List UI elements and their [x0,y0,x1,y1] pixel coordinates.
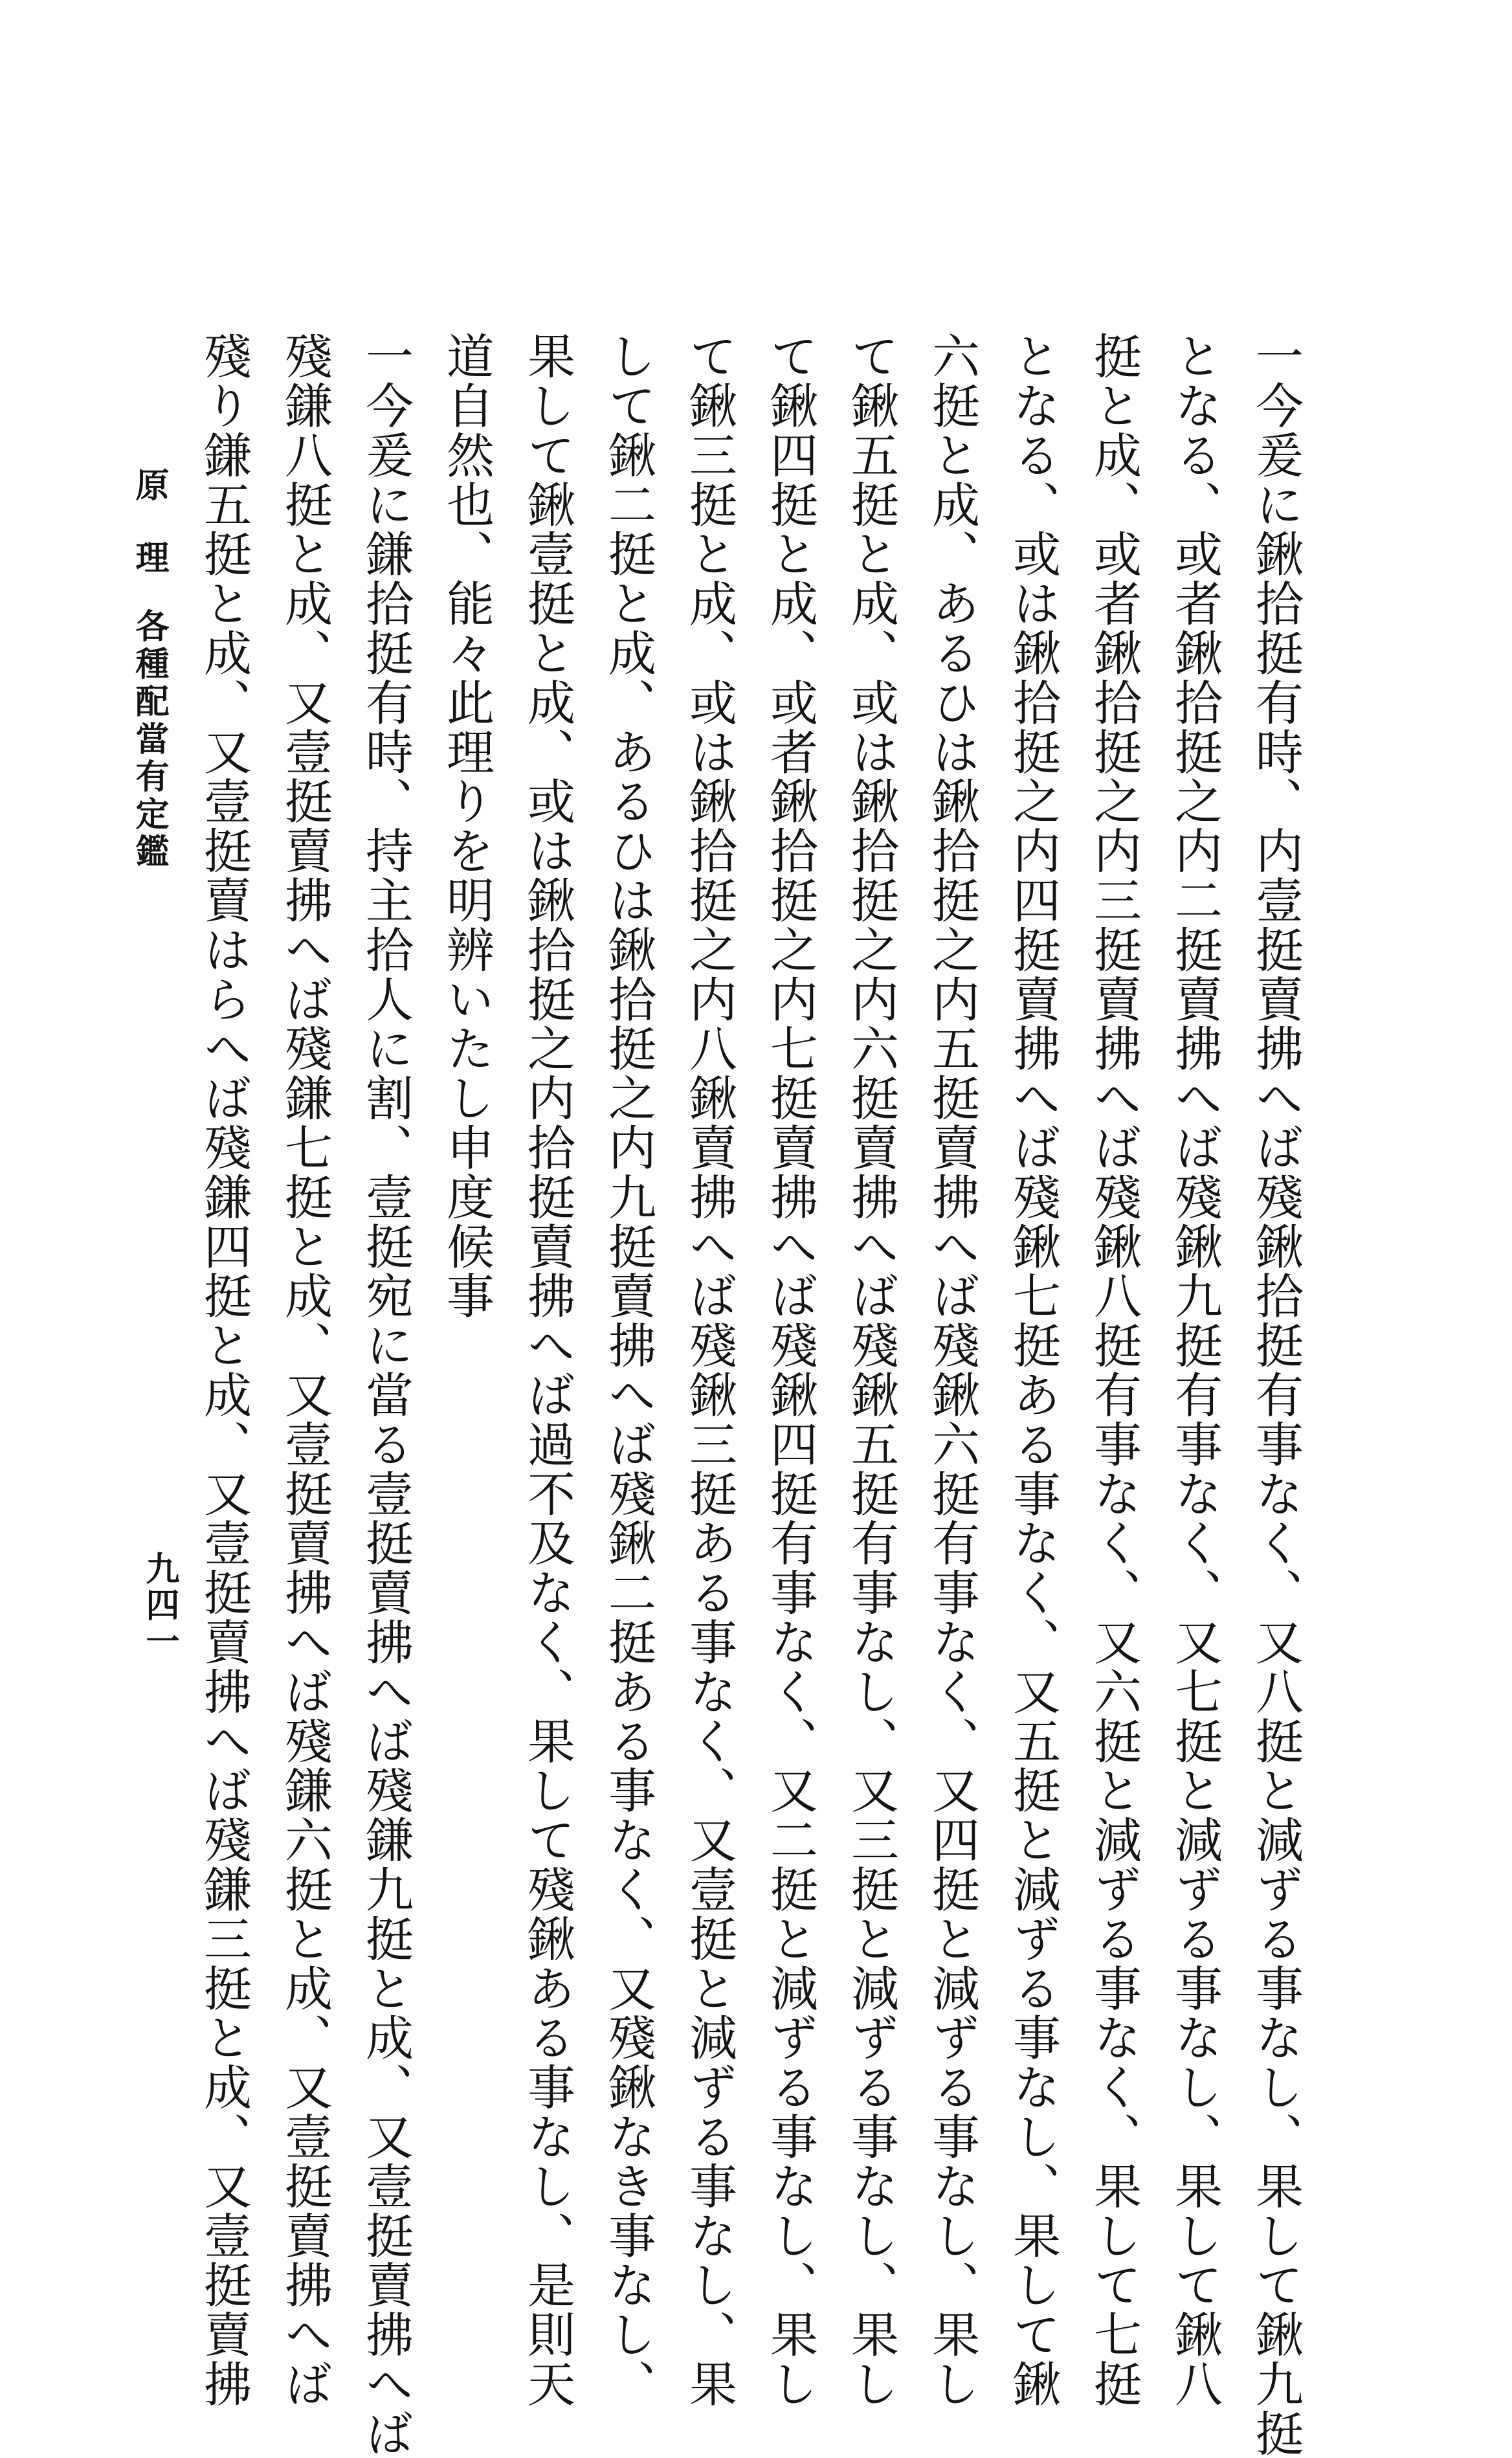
text-column-4: となる、或は鍬拾挺之内四挺賣拂へば殘鍬七挺ある事なく、又五挺と減ずる事なし、果して鍬 [1005,331,1061,2409]
text-column-6: て鍬五挺と成、或は鍬拾挺之内六挺賣拂へば殘鍬五挺有事なし、又三挺と減ずる事なし、果し [843,331,899,2409]
text-column-7: て鍬四挺と成、或者鍬拾挺之内七挺賣拂へば殘鍬四挺有事なく、又二挺と減ずる事なし、果し [762,331,818,2409]
text-column-11: 道自然也、能々此理りを明辨いたし申度候事 [439,331,495,1321]
text-column-2: となる、或者鍬拾挺之内二挺賣拂へば殘鍬九挺有事なく、又七挺と減ずる事なし、果して鍬八 [1167,331,1223,2409]
text-column-12: 一今爰に鎌拾挺有時、持主拾人に割、壹挺宛に當る壹挺賣拂へば殘鎌九挺と成、又壹挺賣拂へば [358,331,414,2458]
running-head-section: 各種配當有定鑑 [129,609,169,871]
text-column-5: 六挺と成、あるひは鍬拾挺之内五挺賣拂へば殘鍬六挺有事なく、又四挺と減ずる事なし、果し [924,331,980,2409]
running-head-title: 原理 [129,467,169,612]
text-column-8: て鍬三挺と成、或は鍬拾挺之内八鍬賣拂へば殘鍬三挺ある事なく、又壹挺と減ずる事なし、果 [682,331,737,2409]
text-column-1: 一今爰に鍬拾挺有時、内壹挺賣拂へば殘鍬拾挺有事なく、又八挺と減ずる事なし、果して鍬九挺 [1248,331,1304,2458]
text-column-14: 殘り鎌五挺と成、又壹挺賣はらへば殘鎌四挺と成、又壹挺賣拂へば殘鎌三挺と成、又壹挺賣拂 [196,331,252,2409]
text-column-3: 挺と成、或者鍬拾挺之内三挺賣拂へば殘鍬八挺有事なく、又六挺と減ずる事なく、果して七挺 [1086,331,1142,2409]
text-column-10: 果して鍬壹挺と成、或は鍬拾挺之内拾挺賣拂へば過不及なく、果して殘鍬ある事なし、是則天 [520,331,575,2409]
text-column-13: 殘鎌八挺と成、又壹挺賣拂へば殘鎌七挺と成、又壹挺賣拂へば殘鎌六挺と成、又壹挺賣拂へば [277,331,333,2409]
page-number: 九四一 [140,1551,179,1660]
text-column-9: して鍬二挺と成、あるひは鍬拾挺之内九挺賣拂へば殘鍬二挺ある事なく、又殘鍬なき事なし、 [601,331,656,2409]
